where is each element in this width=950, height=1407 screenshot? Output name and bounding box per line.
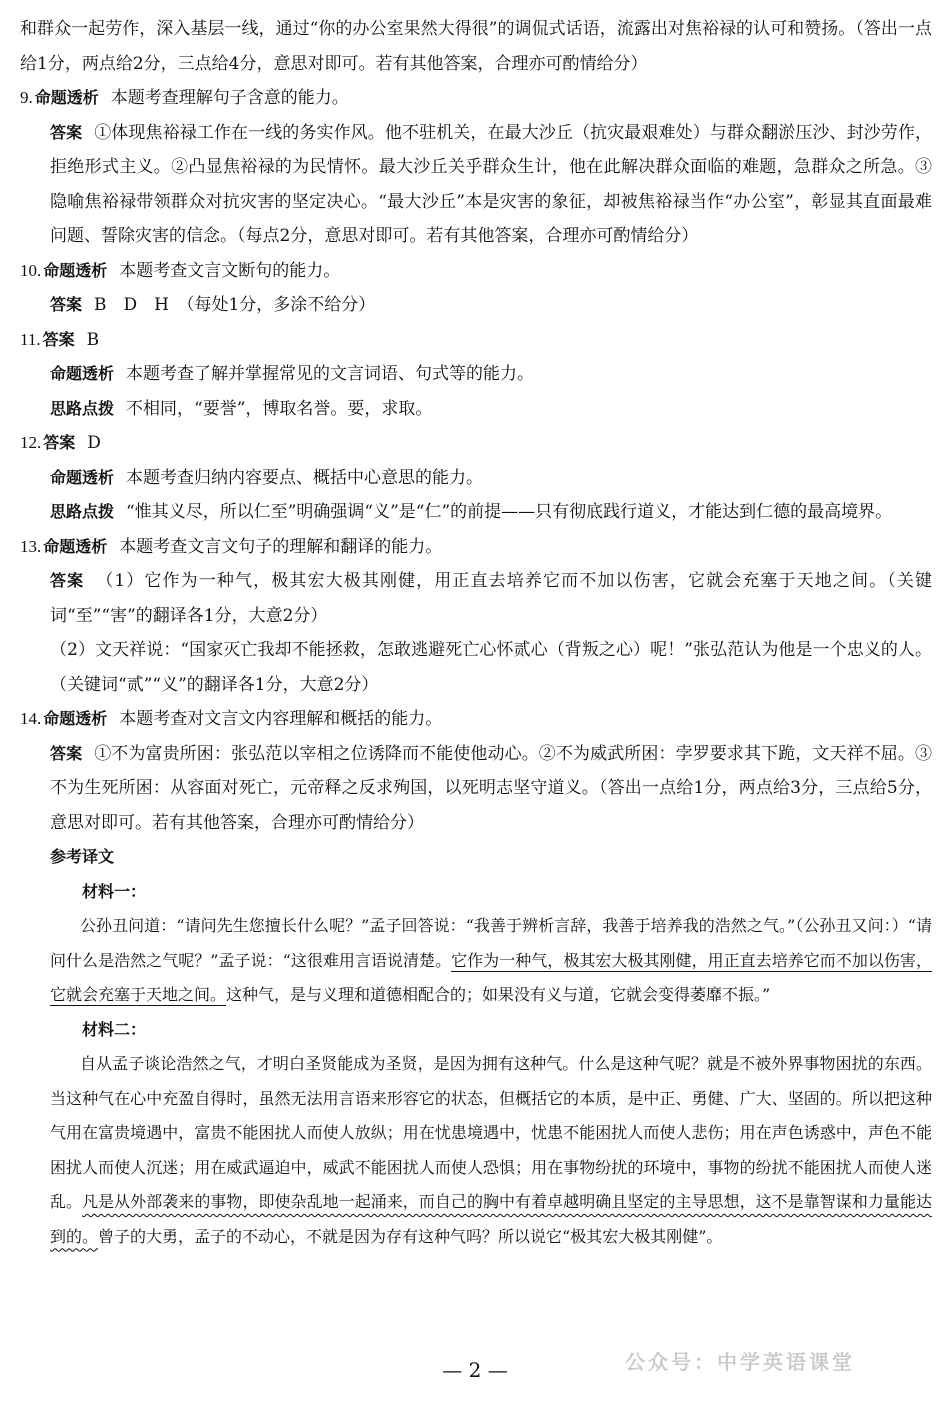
question-14 [20,702,932,840]
page-number: — 2 — [442,1358,508,1382]
q11-analysis-label: 命题透析 [50,364,115,383]
q11-hint-label: 思路点拨 [50,398,115,418]
material-1-underlined: 它作为一种气，极其宏大极其刚健，用正直去培养它而不加以伤害，它就会充塞于天地之间。 [50,950,932,1004]
q9-answer [20,116,932,254]
material-1-title: 材料一： [82,881,147,901]
q12-answer-text: D [87,433,101,453]
intro-paragraph: 和群众一起劳作，深入基层一线，通过“你的办公室果然大得很”的调侃式话语，流露出对焦裕禄的认可和赞扬。（答出一点给1分，两点给2分，三点给4分，意思对即可。若有其他答案，合理亦可酌情给分） [20,19,932,74]
watermark: 公众号：中学英语课堂 [625,1350,855,1374]
q9-analysis-label: 命题透析 [34,88,99,107]
q11-hint [20,392,932,427]
material-2-text: 自从孟子谈论浩然之气，才明白圣贤能成为圣贤，是因为拥有这种气。什么是这种气呢？就是不被外界事物困扰的东西。当这种气在心中充盈自得时，虽然无法用言语来形容它的状态，但概括它的本质，是中正、勇健、广大、坚固的。所以把这种气用在富贵境遇中，富贵不能困扰人而使人放纵；用在忧患境遇中，忧患不能困扰人而使人悲伤；用在声色诱惑中，声色不能困扰人而使人沉迷；用在威武逼迫中，威武不能困扰人而使人恐惧；用在事物纷扰的环境中，事物的纷扰不能困扰人而使人迷乱。凡是从外部袭来的事物，即使杂乱地一起涌来，而自己的胸中有着卓越明确且坚定的主导思想，这不是靠智谋和力量能达到的。曾子的大勇，孟子的不动心，不就是因为存有这种气吗？所以说它“极其宏大极其刚健”。 [50,1054,932,1246]
q13-answer-label: 答案 [50,571,85,590]
question-11 [20,323,932,427]
material-2-title: 材料二： [82,1019,147,1039]
question-12 [20,426,932,530]
q12-analysis-text: 本题考查归纳内容要点、概括中心意思的能力。 [126,467,484,488]
q10-answer-text: B D H （每处1分，多涂不给分） [94,295,376,315]
q13-answer-text-2: （2）文天祥说：“国家灭亡我却不能拯救，怎敢逃避死亡心怀贰心（背叛之心）呢！”张弘范认为他是一个忠义的人。（关键词“贰”“义”的翻译各1分，大意2分） [50,640,932,695]
q11-answer-label: 答案 [42,329,75,349]
q10-analysis-label: 命题透析 [43,260,108,280]
question-13 [20,530,932,703]
q11-answer [20,323,932,358]
material-1-text: 公孙丑问道：“请问先生您擅长什么呢？”孟子回答说：“我善于辨析言辞，我善于培养我的浩然之气。”（公孙丑又问：）“请问什么是浩然之气呢？”孟子说：“这很难用言语说清楚。它作为一种气，极其宏大极其刚健，用正直去培养它而不加以伤害，它就会充塞于天地之间。这种气，是与义理和道德相配合的；如果没有义与道，它就会变得萎靡不振。” [50,916,932,1004]
q14-answer [20,737,932,841]
q9-answer-label: 答案 [50,122,83,142]
q12-hint [20,495,932,530]
q14-analysis-text: 本题考查对文言文内容理解和概括的能力。 [119,709,443,729]
q12-number: 12. [20,433,42,452]
q12-analysis-label: 命题透析 [50,467,115,487]
q9-answer-text: ①体现焦裕禄工作在一线的务实作风。他不驻机关，在最大沙丘（抗灾最艰难处）与群众翻淤压沙、封沙劳作，拒绝形式主义。②凸显焦裕禄的为民情怀。最大沙丘关乎群众生计，他在此解决群众面临的难题，急群众之所急。③隐喻焦裕禄带领群众对抗灾害的坚定决心。“最大沙丘”本是灾害的象征，却被焦裕禄当作“办公室”，彰显其直面最难问题、誓除灾害的信念。（每点2分，意思对即可。若有其他答案，合理亦可酌情给分） [50,122,932,246]
q13-answer-text-1: （1）它作为一种气，极其宏大极其刚健，用正直去培养它而不加以伤害，它就会充塞于天地之间。（关键词“至”“害”的翻译各1分，大意2分） [50,571,932,626]
q9-number: 9. [20,88,33,107]
q11-analysis [20,357,932,392]
q12-answer [20,426,932,461]
q12-hint-text: “惟其义尽，所以仁至”明确强调“义”是“仁”的前提——只有彻底践行道义，才能达到仁德的最高境界。 [126,502,893,522]
q10-number: 10. [20,260,42,280]
q14-analysis [20,702,932,737]
q13-number: 13. [20,536,42,556]
translation-heading: 参考译文 [50,847,115,866]
q10-analysis-text: 本题考查文言文断句的能力。 [119,260,341,281]
q13-analysis-text: 本题考查文言文句子的理解和翻译的能力。 [119,536,443,557]
q14-answer-label: 答案 [50,743,83,763]
q14-analysis-label: 命题透析 [43,709,108,728]
q12-answer-label: 答案 [43,433,76,452]
q11-analysis-text: 本题考查了解并掌握常见的文言词语、句式等的能力。 [126,364,535,384]
question-10 [20,254,932,323]
q13-analysis [20,530,932,565]
material-2-wavy-underlined: 凡是从外部袭来的事物，即使杂乱地一起涌来，而自己的胸中有着卓越明确且坚定的主导思想，这不是靠智谋和力量能达到的。 [50,1192,932,1246]
q14-answer-text: ①不为富贵所困：张弘范以宰相之位诱降而不能使他动心。②不为威武所困：孛罗要求其下跪，文天祥不屈。③不为生死所困：从容面对死亡，元帝释之反求殉国，以死明志坚守道义。（答出一点给1分，两点给3分，三点给5分，意思对即可。若有其他答案，合理亦可酌情给分） [50,743,932,833]
q14-number: 14. [20,709,42,728]
q13-answer-2 [20,633,932,702]
q13-analysis-label: 命题透析 [43,536,108,556]
q12-hint-label: 思路点拨 [50,502,115,521]
q10-answer-label: 答案 [50,295,83,314]
q9-analysis-text: 本题考查理解句子含意的能力。 [110,88,349,108]
q10-answer [20,288,932,323]
q11-answer-text: B [86,329,100,350]
q11-number: 11. [20,329,41,349]
q10-analysis [20,254,932,289]
question-9 [20,81,932,254]
answer-page [20,12,932,1254]
q12-analysis [20,461,932,496]
q9-analysis [20,81,932,116]
q11-hint-text: 不相同，“要誉”，博取名誉。要，求取。 [126,398,433,419]
reference-translation [20,840,932,1254]
q13-answer-1 [20,564,932,633]
